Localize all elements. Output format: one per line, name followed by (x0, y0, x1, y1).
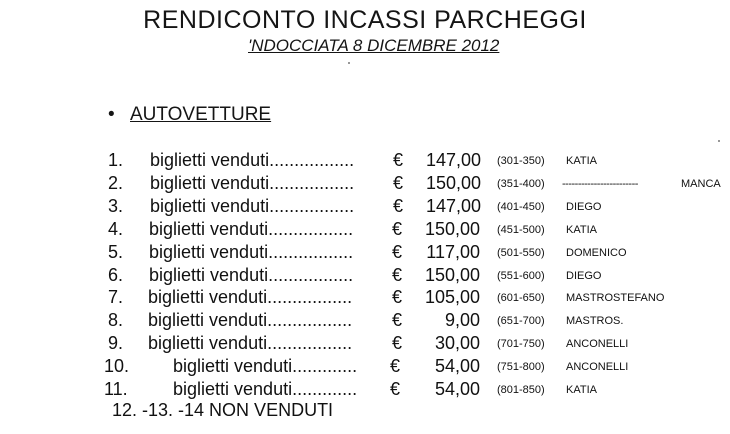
row-number: 8. (108, 310, 124, 331)
scan-speck (348, 62, 350, 64)
seller-name: ANCONELLI (566, 338, 629, 351)
row-label: biglietti venduti................. (149, 218, 354, 239)
seller-name: MASTROSTEFANO (566, 292, 665, 305)
scan-speck (718, 140, 720, 142)
currency-symbol: € (392, 333, 403, 354)
ticket-row (0, 333, 730, 355)
row-number: 4. (108, 218, 124, 239)
row-amount: 147,00 (425, 150, 481, 170)
ticket-row (0, 173, 730, 195)
currency-symbol: € (392, 241, 403, 262)
row-label: biglietti venduti................. (150, 172, 355, 193)
dash-leader: ------------------------ (562, 177, 638, 190)
row-label: biglietti venduti................. (148, 287, 353, 308)
row-note: MANCA (681, 177, 721, 190)
row-number: 6. (108, 264, 124, 285)
ticket-row (0, 265, 730, 287)
ticket-row (0, 287, 730, 309)
ticket-row (0, 242, 730, 264)
ticket-range: (301-350) (497, 155, 545, 167)
row-label: biglietti venduti............. (173, 356, 358, 377)
row-number: 7. (108, 287, 124, 308)
row-label: biglietti venduti................. (150, 195, 355, 216)
row-number: 9. (108, 333, 124, 354)
row-amount: 9,00 (444, 310, 480, 331)
row-label: biglietti venduti................. (148, 333, 353, 354)
ticket-range: (351-400) (497, 177, 545, 190)
currency-symbol: € (390, 356, 401, 377)
row-number: 1. (108, 150, 124, 170)
row-amount: 150,00 (424, 264, 480, 285)
section-heading-text: AUTOVETTURE (130, 104, 272, 125)
ticket-range: (551-600) (497, 269, 545, 282)
ticket-range: (451-500) (497, 223, 545, 236)
row-amount: 54,00 (434, 356, 480, 377)
currency-symbol: € (392, 287, 403, 308)
unsold-note: 12. -13. -14 NON VENDUTI (112, 400, 334, 420)
row-number: 5. (108, 241, 124, 262)
row-amount: 54,00 (434, 379, 480, 399)
document-subtitle: 'NDOCCIATA 8 DICEMBRE 2012 (248, 36, 500, 55)
ticket-range: (801-850) (497, 384, 545, 396)
ticket-row (0, 219, 730, 241)
row-amount: 147,00 (425, 195, 481, 216)
row-label: biglietti venduti................. (150, 150, 355, 170)
ticket-row (0, 310, 730, 332)
bullet-icon: • (108, 104, 115, 125)
currency-symbol: € (390, 379, 401, 399)
document-title: RENDICONTO INCASSI PARCHEGGI (143, 6, 587, 34)
row-amount: 150,00 (424, 218, 480, 239)
ticket-row (0, 150, 730, 172)
row-number: 3. (108, 195, 124, 216)
seller-name: DOMENICO (566, 246, 627, 259)
ticket-range: (751-800) (497, 361, 545, 374)
row-number: 11. (104, 379, 128, 399)
ticket-range: (501-550) (497, 246, 545, 259)
row-number: 2. (108, 172, 124, 193)
ticket-range: (701-750) (497, 338, 545, 351)
row-amount: 105,00 (424, 287, 480, 308)
currency-symbol: € (392, 264, 403, 285)
currency-symbol: € (393, 172, 404, 193)
ticket-range: (651-700) (497, 315, 545, 328)
row-label: biglietti venduti................. (148, 310, 353, 331)
ticket-range: (401-450) (497, 200, 545, 213)
currency-symbol: € (392, 218, 403, 239)
currency-symbol: € (392, 310, 403, 331)
ticket-row (0, 379, 730, 401)
ticket-range: (601-650) (497, 292, 545, 305)
seller-name: KATIA (566, 155, 597, 167)
seller-name: KATIA (566, 223, 597, 236)
ticket-row (0, 356, 730, 378)
seller-name: ANCONELLI (566, 361, 629, 374)
row-amount: 30,00 (434, 333, 480, 354)
ticket-row (0, 196, 730, 218)
currency-symbol: € (393, 195, 404, 216)
row-label: biglietti venduti................. (149, 241, 354, 262)
row-amount: 117,00 (426, 241, 480, 262)
seller-name: DIEGO (566, 200, 602, 213)
row-number: 10. (104, 356, 130, 377)
seller-name: DIEGO (566, 269, 602, 282)
row-amount: 150,00 (425, 172, 481, 193)
row-label: biglietti venduti............. (173, 379, 358, 399)
row-label: biglietti venduti................. (149, 264, 354, 285)
currency-symbol: € (393, 150, 404, 170)
seller-name: MASTROS. (566, 315, 624, 328)
section-heading (108, 104, 271, 126)
seller-name: KATIA (566, 384, 597, 396)
